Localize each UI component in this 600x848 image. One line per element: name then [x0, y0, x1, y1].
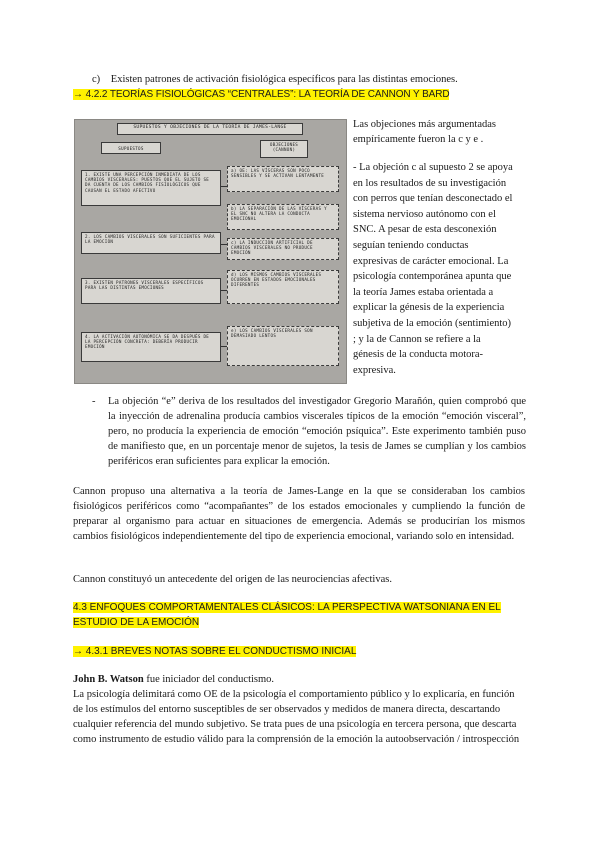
- scan-arrow-2: [221, 244, 227, 245]
- watson-body: La psicología delimitará como OE de la psicología el comportamiento público y lo explicaría, en función de los estímulos del entorno susceptibles de ser observados y medidos de manera directa, descartando cualquier referencia del mundo subjetivo. Se trata pues de una psicología en tercera persona, que descarta como instrumento de estudio válido para la comprensión de la emoción la autoobservación / introspección: [73, 689, 520, 745]
- scan-col-left-text: SUPUESTOS: [118, 146, 144, 151]
- heading-text: → 4.2.2 TEORÍAS FISIOLÓGICAS “CENTRALES”: LA TEORÍA DE CANNON Y BARD: [73, 89, 450, 100]
- scan-title: [117, 123, 303, 135]
- scan-left-box-2-text: 2. LOS CAMBIOS VISCERALES SON SUFICIENTES PARA LA EMOCIÓN: [85, 234, 215, 245]
- scan-right-box-c-text: c) LA INDUCCIÓN ARTIFICIAL DE CAMBIOS VISCERALES NO PRODUCE EMOCIÓN: [231, 240, 313, 256]
- scan-right-box-d: [227, 270, 339, 304]
- scan-right-box-e-text: e) LOS CAMBIOS VISCERALES SON DEMASIADO LENTOS: [231, 328, 313, 339]
- watson-intro-rest: fue iniciador del conductismo.: [143, 674, 275, 685]
- scan-left-box-3-text: 3. EXISTEN PATRONES VISCERALES ESPECÍFICOS PARA LAS DISTINTAS EMOCIONES: [85, 280, 204, 291]
- scan-arrow-3: [221, 290, 227, 291]
- section-heading-4-3-1: [73, 644, 356, 659]
- list-marker: c): [92, 74, 101, 85]
- watson-intro: [73, 672, 525, 687]
- heading-text: 4.3 ENFOQUES COMPORTAMENTALES CLÁSICOS: LA PERSPECTIVA WATSONIANA EN EL ESTUDIO DE LA EMOCIÓN: [73, 602, 501, 628]
- scan-col-right: [260, 140, 308, 158]
- bullet-marker: -: [92, 396, 96, 407]
- paragraph-cannon: Cannon propuso una alternativa a la teoría de James-Lange en la que se consideraban los cambios fisiológicos periféricos como “acompañantes” de los estados emocionales y cumpliendo la función de preparar al organismo para actuar en situaciones de emergencia. Además se producirían los mismos cambios fisiológicos independientemente del tipo de experiencia emocional, variando solo en intensidad.: [73, 486, 525, 542]
- scan-right-box-b-text: b) LA SEPARACIÓN DE LAS VÍSCERAS Y EL SNC NO ALTERA LA CONDUCTA EMOCIONAL: [231, 206, 327, 222]
- scan-right-box-a-text: a) OE: LAS VÍSCERAS SON POCO SENSIBLES Y SE ACTIVAN LENTAMENTE: [231, 168, 325, 179]
- scan-left-box-3: [81, 278, 221, 304]
- scan-right-box-e: [227, 326, 339, 366]
- scan-col-left: [101, 142, 161, 154]
- scan-left-box-2: [81, 232, 221, 254]
- watson-name: John B. Watson: [73, 674, 144, 685]
- section-heading-4-2-2: [73, 87, 449, 102]
- list-text: Existen patrones de activación fisiológica específicos para las distintas emociones.: [110, 74, 458, 85]
- scan-right-box-a: [227, 166, 339, 192]
- scan-arrow-4: [221, 346, 227, 347]
- list-item-c: [92, 72, 522, 87]
- paragraph-neurociencias: Cannon constituyó un antecedente del origen de las neurociencias afectivas.: [73, 574, 392, 585]
- scan-left-box-1: [81, 170, 221, 206]
- scan-left-box-1-text: 1. EXISTE UNA PERCEPCIÓN INMEDIATA DE LOS CAMBIOS VISCERALES: PUESTOS QUE EL SUJETO SE DA CUENTA DE LOS CAMBIOS FISIOLÓGICOS QUE CAUSAN EL ESTADO AFECTIVO: [85, 172, 210, 193]
- right-para-1: Las objeciones más argumentadas empíricamente fueron la c y e .: [353, 119, 496, 145]
- scan-right-box-b: [227, 204, 339, 230]
- scan-title-text: SUPUESTOS Y OBJECIONES DE LA TEORÍA DE JAMES-LANGE: [133, 125, 287, 130]
- bullet-e-text: La objeción “e” deriva de los resultados del investigador Gregorio Marañón, quien comprobó que la inyección de adrenalina producía cambios viscerales típicos de la emoción “emoción visceral”, pero, no producía la experiencia de emoción “emoción psíquica”. Este experimento también puso de manifiesto que, en un porcentaje menor de sujetos, la tesis de James se cumplían y los cambios periféricos eran suficientes para explicar la emoción.: [108, 396, 526, 467]
- section-heading-4-3: [73, 600, 533, 630]
- heading-text: → 4.3.1 BREVES NOTAS SOBRE EL CONDUCTISMO INICIAL: [73, 646, 357, 657]
- scanned-table-image: [74, 119, 347, 384]
- right-para-2: - La objeción c al supuesto 2 se apoya en los resultados de su investigación con perros que tenían desconectado el sistema nervioso autónomo con el SNC. A pesar de esta desconexión seguían teniendo conductas expresivas de carácter emocional. La psicología contemporánea apunta que la teoría James estaba orientada a explicar la génesis de la experiencia subjetiva de la emoción (sentimiento) ; y la de Cannon se refiere a la génesis de la conducta motora- expresiva.: [353, 162, 513, 376]
- scan-right-box-c: [227, 238, 339, 260]
- scan-col-right-text: OBJECIONES (CANNON): [269, 142, 299, 153]
- scan-left-box-4: [81, 332, 221, 362]
- scan-left-box-4-text: 4. LA ACTIVACIÓN AUTONÓMICA SE DA DESPUÉS DE LA PERCEPCIÓN CONCRETA: DEBERÍA PRODUCIR EMOCIÓN: [85, 334, 210, 350]
- scan-right-box-d-text: d) LOS MISMOS CAMBIOS VISCERALES OCURREN EN ESTADOS EMOCIONALES DIFERENTES: [231, 272, 322, 288]
- scan-arrow-1: [221, 186, 227, 187]
